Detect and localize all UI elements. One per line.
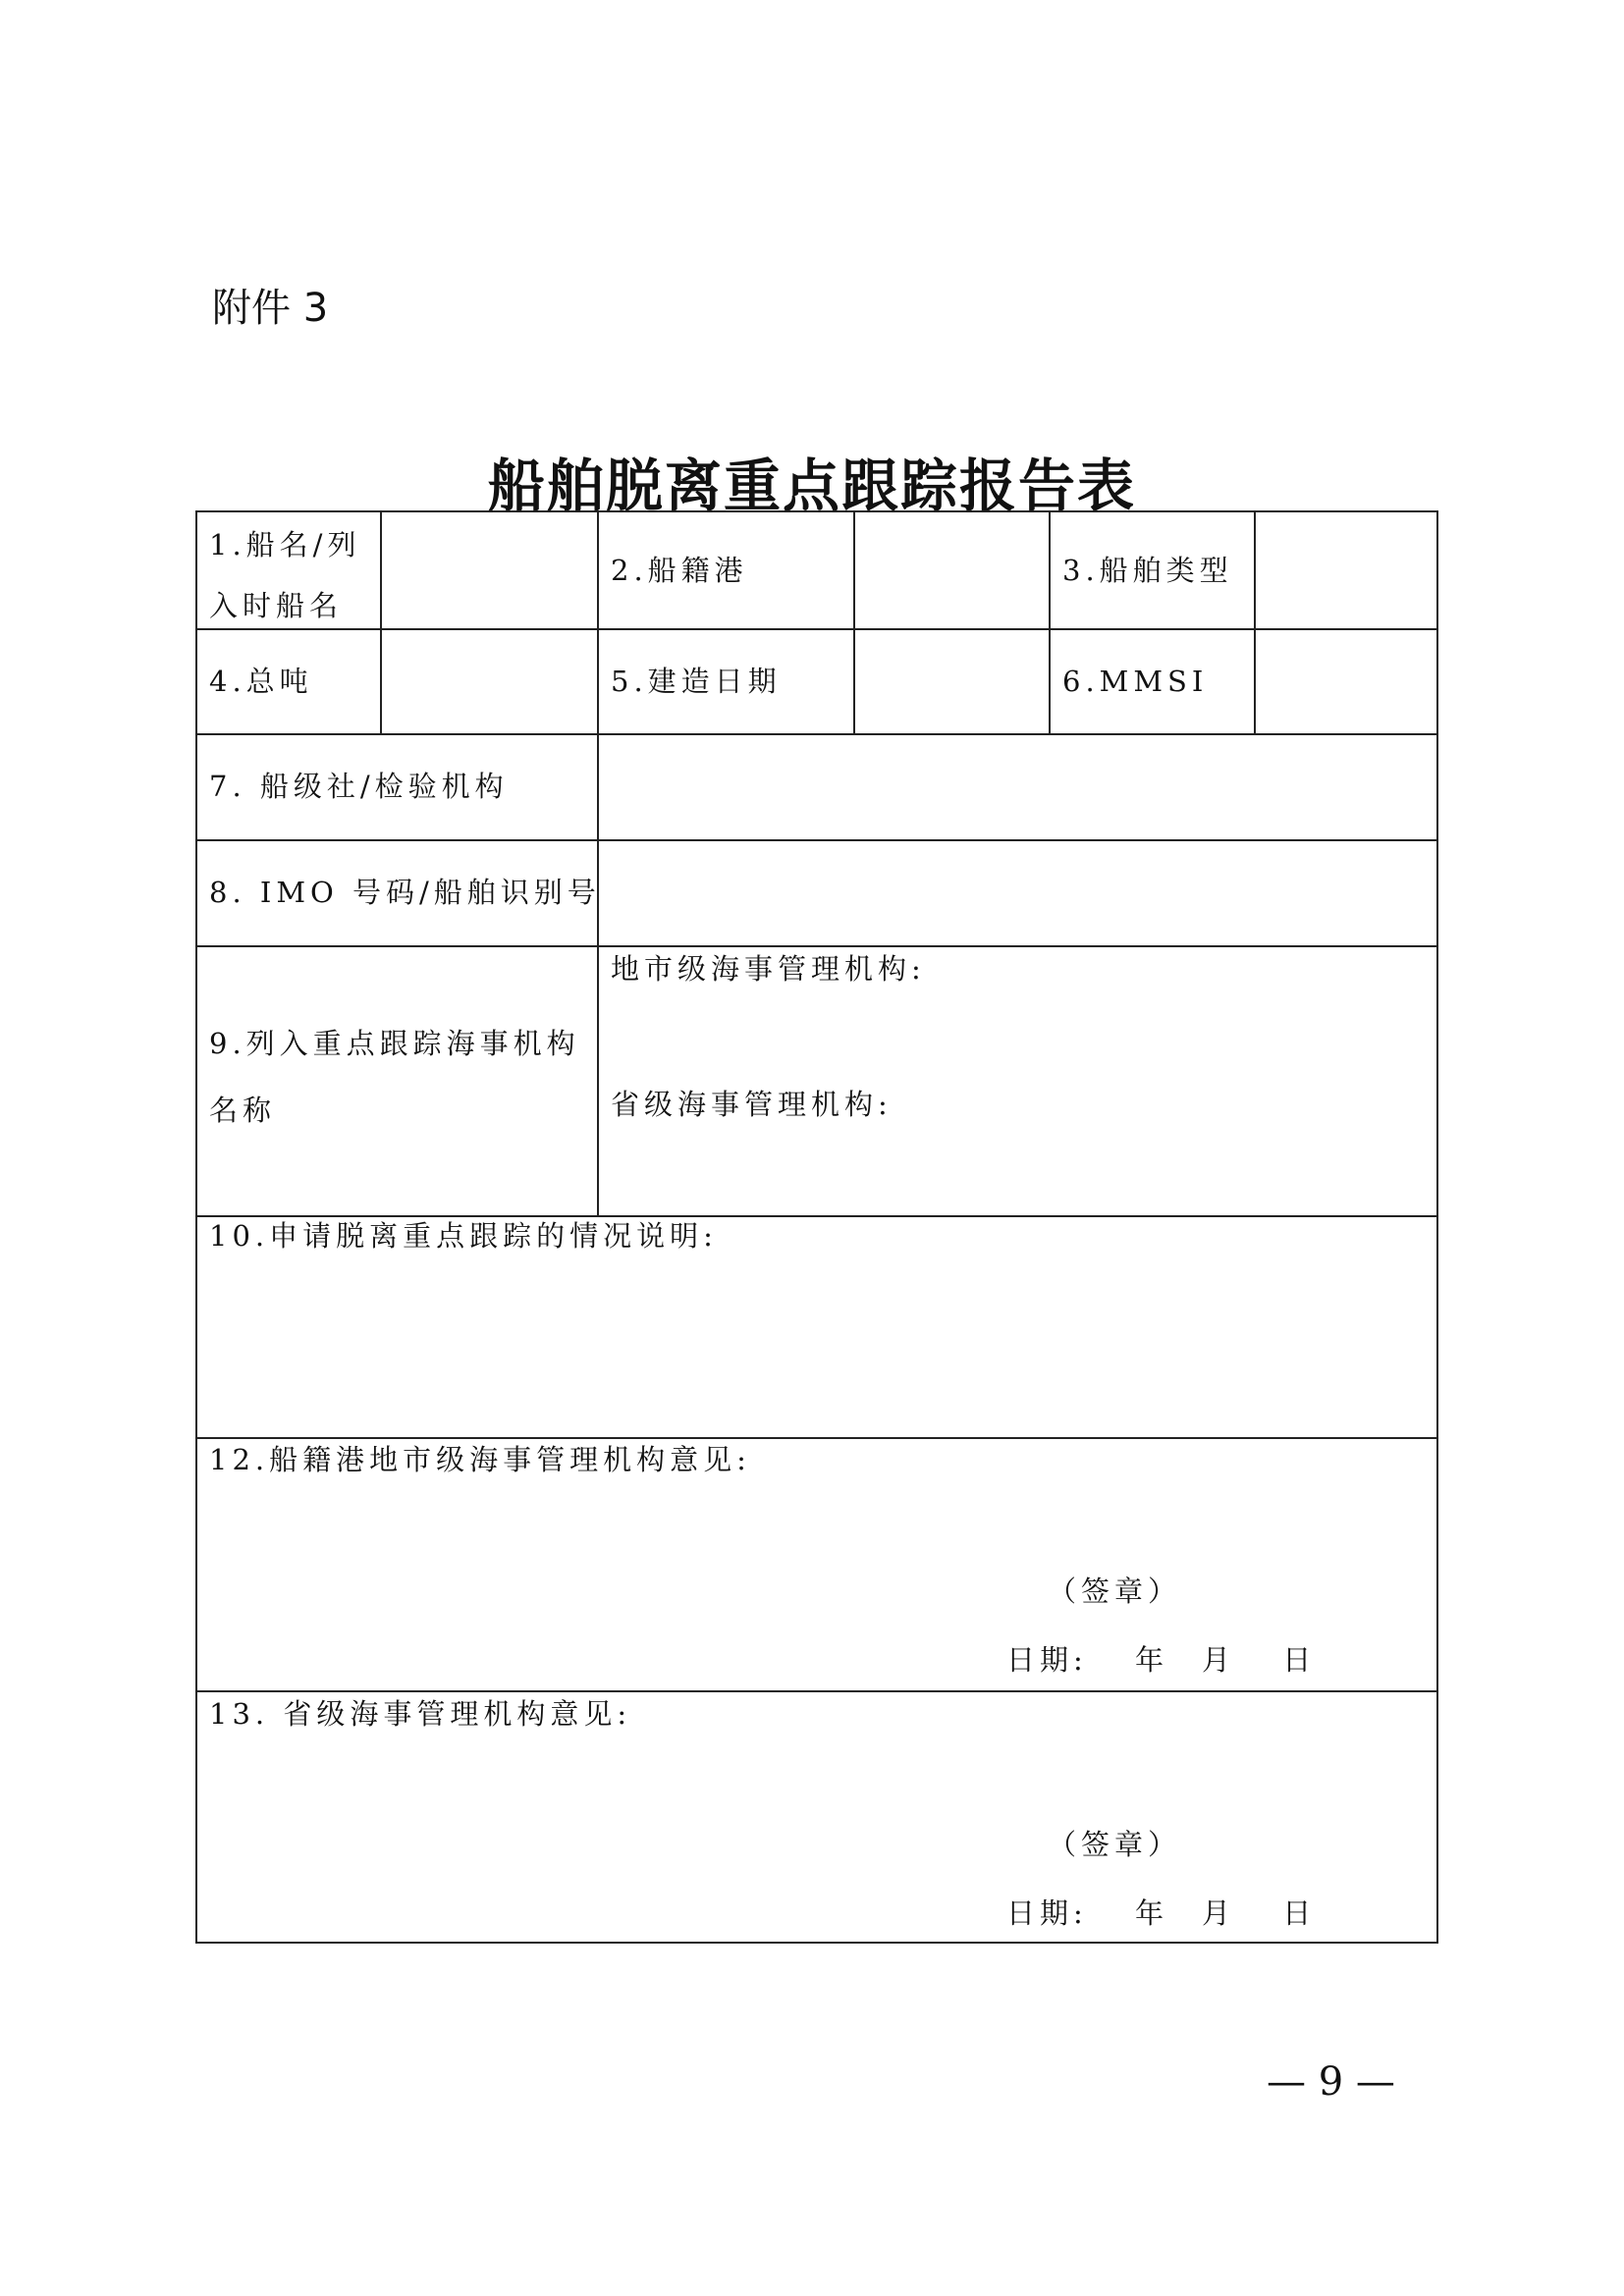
col-divider — [1049, 512, 1051, 733]
page-number: — 9 — — [1267, 2059, 1395, 2105]
row-divider — [197, 839, 1438, 841]
city-date-label: 日期: 年 月 日 — [1006, 1643, 1317, 1677]
ship-name-label-line2: 入时船名 — [209, 589, 344, 622]
build-date-label: 5.建造日期 — [611, 665, 782, 698]
form-title: 船舶脱离重点跟踪报告表 — [487, 453, 1136, 519]
gross-tonnage-label: 4.总吨 — [209, 665, 313, 698]
city-agency-label: 地市级海事管理机构: — [611, 952, 926, 986]
col-divider — [853, 512, 855, 733]
ship-type-label: 3.船舶类型 — [1062, 554, 1233, 587]
province-seal-label: （签章） — [1048, 1828, 1182, 1861]
city-seal-label: （签章） — [1048, 1575, 1182, 1608]
col-divider — [380, 512, 382, 733]
ship-name-label: 1.船名/列 — [209, 528, 361, 561]
removal-reason-label: 10.申请脱离重点跟踪的情况说明: — [209, 1219, 718, 1253]
row-divider — [197, 628, 1438, 630]
imo-number-label: 8. IMO 号码/船舶识别号 — [209, 876, 601, 909]
province-opinion-label: 13. 省级海事管理机构意见: — [209, 1697, 632, 1731]
mmsi-label: 6.MMSI — [1062, 665, 1209, 698]
attachment-label: 附件 3 — [212, 286, 329, 331]
city-opinion-label: 12.船籍港地市级海事管理机构意见: — [209, 1443, 751, 1476]
classification-society-label: 7. 船级社/检验机构 — [209, 770, 509, 803]
tracking-agency-label-line2: 名称 — [209, 1094, 277, 1127]
col-divider — [1254, 512, 1256, 733]
province-date-label: 日期: 年 月 日 — [1006, 1896, 1317, 1930]
province-agency-label: 省级海事管理机构: — [611, 1088, 893, 1121]
row-divider — [197, 733, 1438, 735]
report-form-table — [195, 510, 1438, 1944]
tracking-agency-label: 9.列入重点跟踪海事机构 — [209, 1027, 580, 1060]
port-of-registry-label: 2.船籍港 — [611, 554, 748, 587]
